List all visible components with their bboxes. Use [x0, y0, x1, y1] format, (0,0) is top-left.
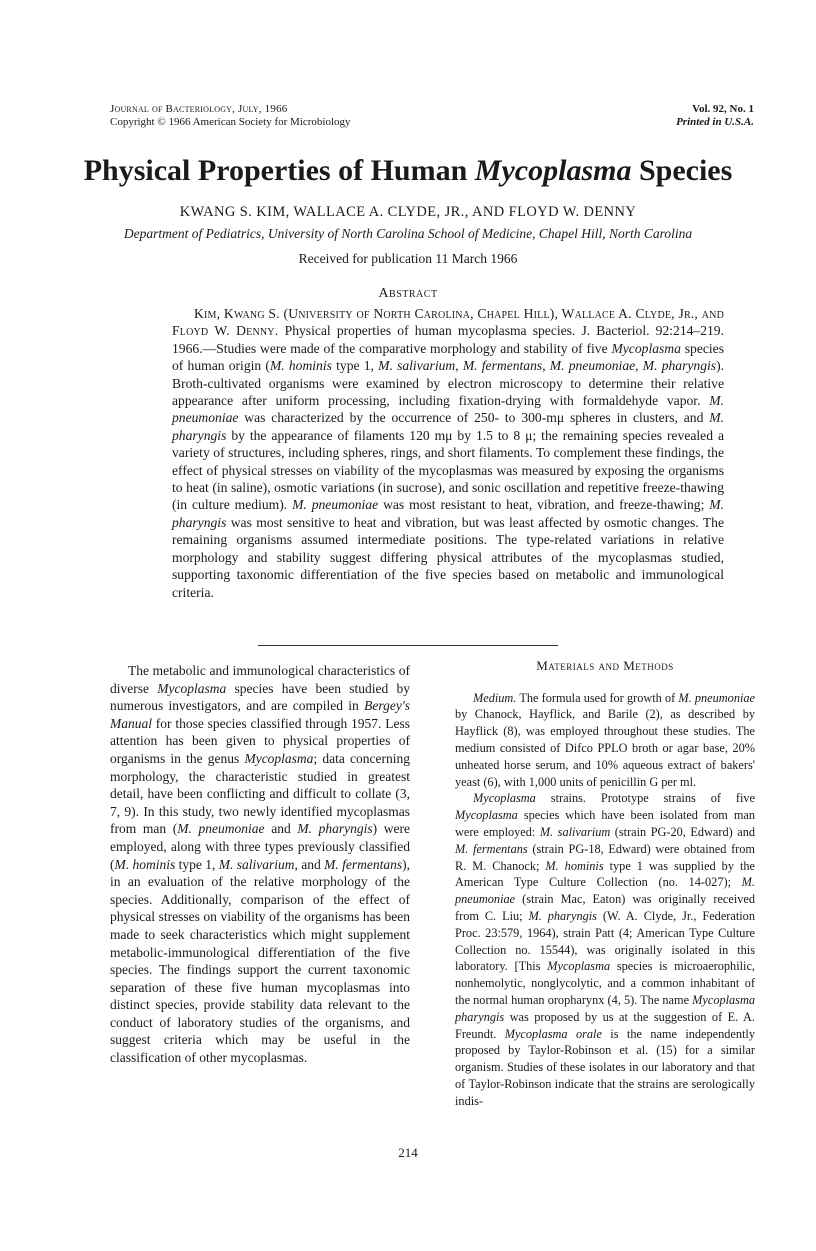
methods-column — [455, 657, 755, 1110]
volume-number: Vol. 92, No. 1 — [692, 103, 754, 115]
author-list: KWANG S. KIM, WALLACE A. CLYDE, JR., AND FLOYD W. DENNY — [179, 204, 637, 220]
running-header-right — [554, 103, 754, 129]
section-divider — [258, 645, 558, 646]
methods-heading: Materials and Methods — [536, 658, 674, 673]
strains-paragraph: Mycoplasma strains. Prototype strains of five Mycoplasma species which have been isolated from man were employed: M. salivarium (strain PG-20, Edward) and M. fermentans (strain PG-18, Edward) were obtained from R. M. Chanock; M. hominis type 1 was supplied by the American Type Culture Collection (no. 14-027); M. pneumoniae (strain Mac, Eaton) was originally received from C. Liu; M. pharyngis (W. A. Clyde, Jr., Federation Proc. 23:579, 1964), strain Patt (4; American Type Culture Collection no. 15544), was originally isolated in this laboratory. [This Mycoplasma species is microaerophilic, nonhemolytic, nonglycolytic, and a common inhabitant of the normal human oropharynx (4, 5). The name Mycoplasma pharyngis was proposed by us at the suggestion of E. A. Freundt. Mycoplasma orale is the name independently proposed by Taylor-Robinson et al. (15) for a similar organism. Studies of these isolates in our laboratory and that of Taylor-Robinson indicate that the strains are serologically indis- — [455, 791, 755, 1108]
journal-citation: Journal of Bacteriology, July, 1966 — [110, 103, 288, 115]
article-title: Physical Properties of Human Mycoplasma Species — [83, 154, 733, 187]
received-date: Received for publication 11 March 1966 — [298, 251, 518, 266]
introduction-column: The metabolic and immunological characteristics of diverse Mycoplasma species have been studied by numerous investigators, and are compiled in Bergey's Manual for those species classified through 1957. Less attention has been given to physical properties of organisms in the genus Mycoplasma; data concerning morphology, the characteristic studied in greatest detail, have been conflicting and difficult to collate (3, 7, 9). In this study, two newly identified mycoplasmas from man (M. pneumoniae and M. pharyngis) were employed, along with three types previously classified (M. hominis type 1, M. salivarium, and M. fermentans), in an evaluation of the relative morphology of the species. Additionally, comparison of the effect of physical stresses on viability of the organisms has been made to seek characteristics which might supplement metabolic-immunological differentiation of the five species. The findings support the current taxonomic separation of these five human mycoplasmas into distinct species, provide stability data relevant to the conduct of laboratory studies of the organisms, and suggest criteria which may be useful in the classification of other mycoplasmas. — [110, 663, 410, 1066]
medium-paragraph: Medium. The formula used for growth of M. pneumoniae by Chanock, Hayflick, and Barile (2), as described by Hayflick (8), was employed throughout these studies. The medium consisted of Difco PPLO broth or agar base, 20% unheated horse serum, and 10% aqueous extract of bakers' yeast (6), with 1,000 units of penicillin G per ml. — [455, 690, 755, 789]
abstract-heading: Abstract — [378, 286, 438, 301]
copyright-line: Copyright © 1966 American Society for Microbiology — [110, 116, 351, 128]
page-number: 214 — [398, 1145, 418, 1160]
printed-in: Printed in U.S.A. — [676, 116, 754, 128]
running-header-left — [110, 103, 470, 129]
affiliation: Department of Pediatrics, University of North Carolina School of Medicine, Chapel Hill, North Carolina — [123, 226, 693, 241]
abstract-body: Kim, Kwang S. (University of North Carolina, Chapel Hill), Wallace A. Clyde, Jr., and Floyd W. Denny. Physical properties of human mycoplasma species. J. Bacteriol. 92:214–219. 1966.—Studies were made of the comparative morphology and stability of five Mycoplasma species of human origin (M. hominis type 1, M. salivarium, M. fermentans, M. pneumoniae, M. pharyngis). Broth-cultivated organisms were examined by electron microscopy to determine their relative appearance after uniform processing, including fixation-drying with formaldehyde vapor. M. pneumoniae was characterized by the occurrence of 250- to 300-mμ spheres in clusters, and M. pharyngis by the appearance of filaments 120 mμ by 1.5 to 8 μ; the remaining species revealed a variety of structures, including spheres, rings, and short filaments. To complement these findings, the effect of physical stresses on viability of the mycoplasmas was measured by exposing the organisms to heat (in saline), osmotic variations (in sucrose), and sonic oscillation and repetitive freeze-thawing (in culture medium). M. pneumoniae was most resistant to heat, vibration, and freeze-thawing; M. pharyngis was most sensitive to heat and vibration, but was least affected by osmotic changes. The remaining organisms assumed intermediate positions. The type-related variations in relative morphology and stability suggest differing physical attributes of the mycoplasmas studied, supporting taxonomic differentiation of the five species based on metabolic and immunological criteria. — [172, 306, 725, 600]
